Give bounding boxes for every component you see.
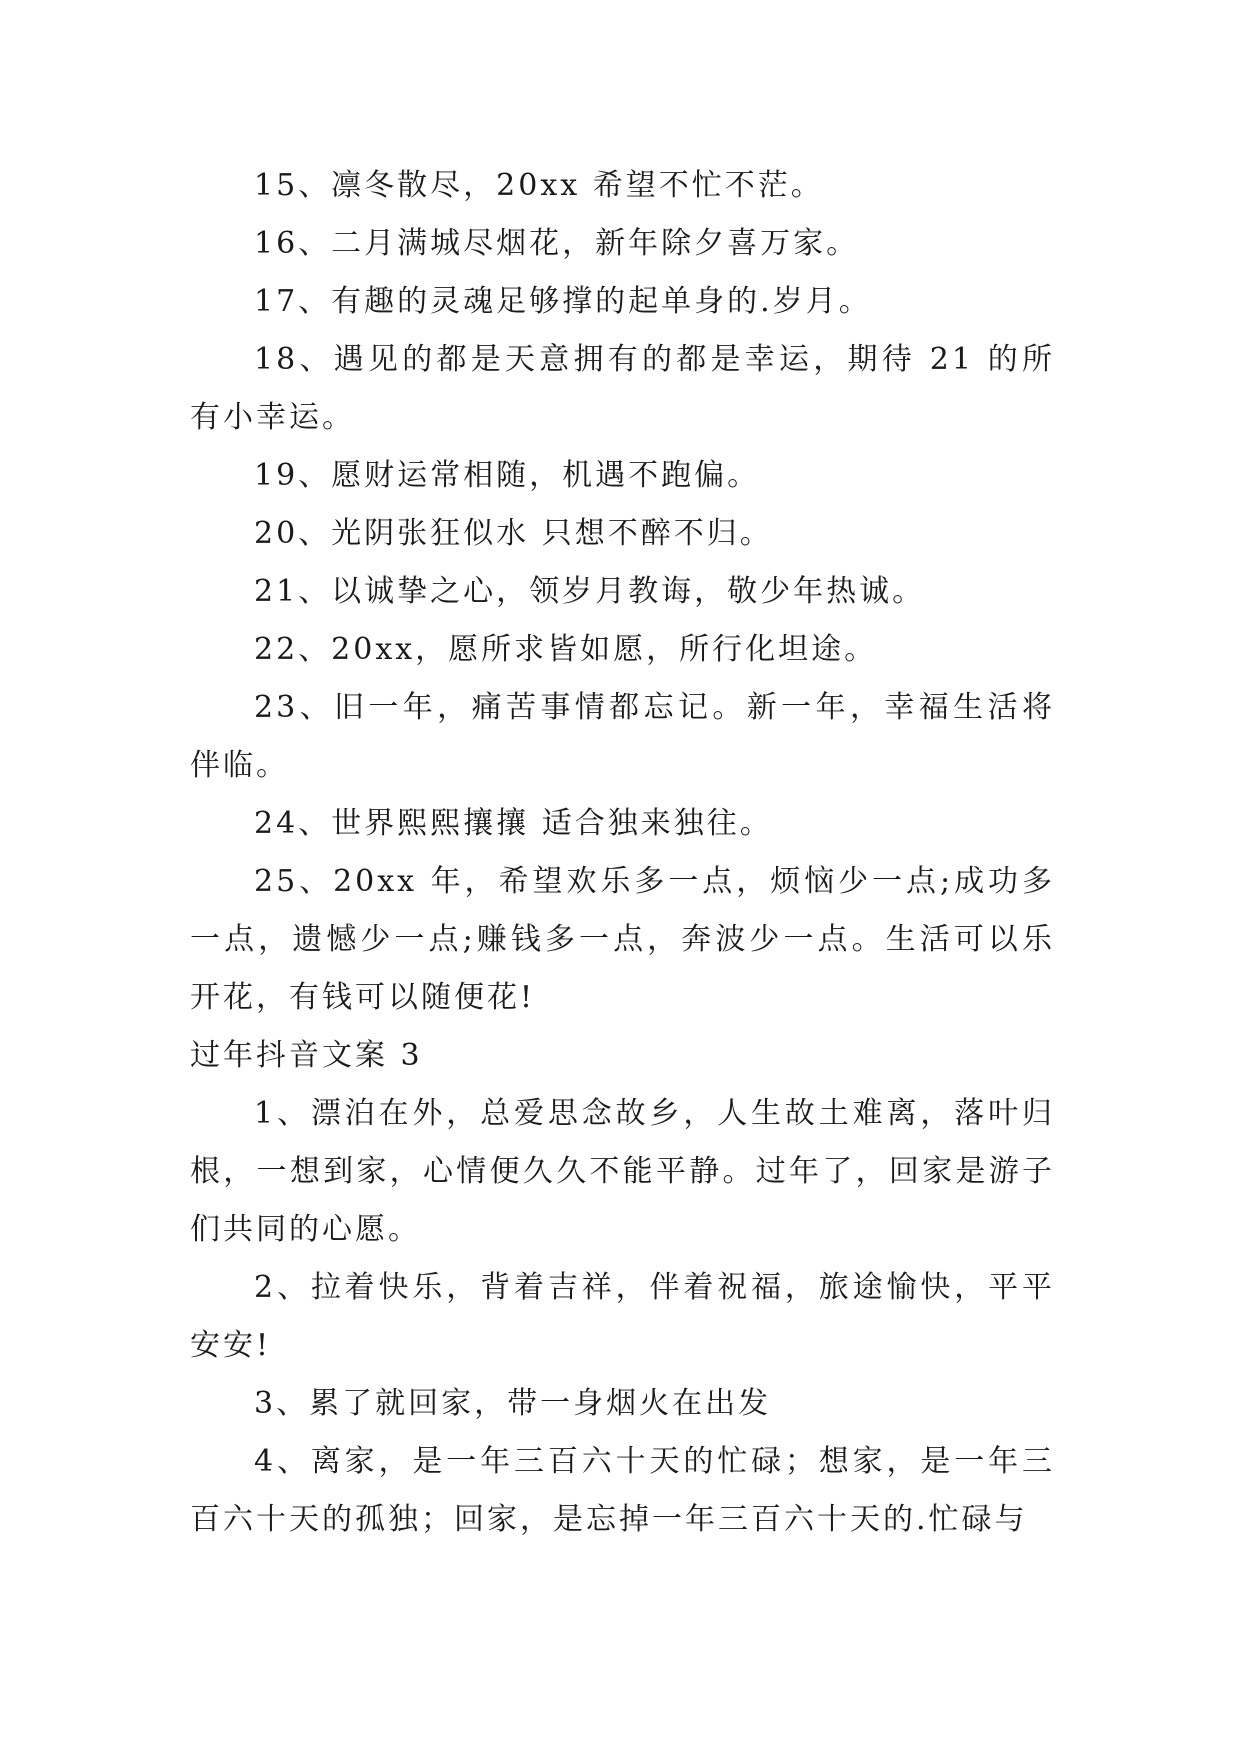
list-item: 18、遇见的都是天意拥有的都是幸运，期待 21 的所有小幸运。 xyxy=(190,342,1055,435)
list-item: 3、累了就回家，带一身烟火在出发 xyxy=(254,1386,772,1421)
list-item: 1、漂泊在外，总爱思念故乡，人生故土难离，落叶归根，一想到家，心情便久久不能平静。过年了，回家是游子们共同的心愿。 xyxy=(190,1096,1055,1247)
list-item: 16、二月满城尽烟花，新年除夕喜万家。 xyxy=(254,226,860,261)
list-item: 19、愿财运常相随，机遇不跑偏。 xyxy=(254,458,761,493)
list-item: 20、光阴张狂似水 只想不醉不归。 xyxy=(254,516,773,551)
document-body xyxy=(190,157,1055,1549)
list-item: 24、世界熙熙攘攘 适合独来独往。 xyxy=(254,806,773,841)
list-item: 2、拉着快乐，背着吉祥，伴着祝福，旅途愉快，平平安安! xyxy=(190,1270,1055,1363)
list-item: 17、有趣的灵魂足够撑的起单身的.岁月。 xyxy=(254,284,872,319)
list-item: 23、旧一年，痛苦事情都忘记。新一年，幸福生活将伴临。 xyxy=(190,690,1055,783)
list-item: 4、离家，是一年三百六十天的忙碌；想家，是一年三百六十天的孤独；回家，是忘掉一年三百六十天的.忙碌与 xyxy=(190,1444,1055,1537)
section-heading: 过年抖音文案 3 xyxy=(190,1038,423,1073)
list-item: 21、以诚挚之心，领岁月教诲，敬少年热诚。 xyxy=(254,574,926,609)
list-item: 22、20xx，愿所求皆如愿，所行化坦途。 xyxy=(254,632,878,667)
list-item: 25、20xx 年，希望欢乐多一点，烦恼少一点;成功多一点，遗憾少一点;赚钱多一点，奔波少一点。生活可以乐开花，有钱可以随便花! xyxy=(190,864,1055,1015)
list-item: 15、凛冬散尽，20xx 希望不忙不茫。 xyxy=(254,168,824,203)
